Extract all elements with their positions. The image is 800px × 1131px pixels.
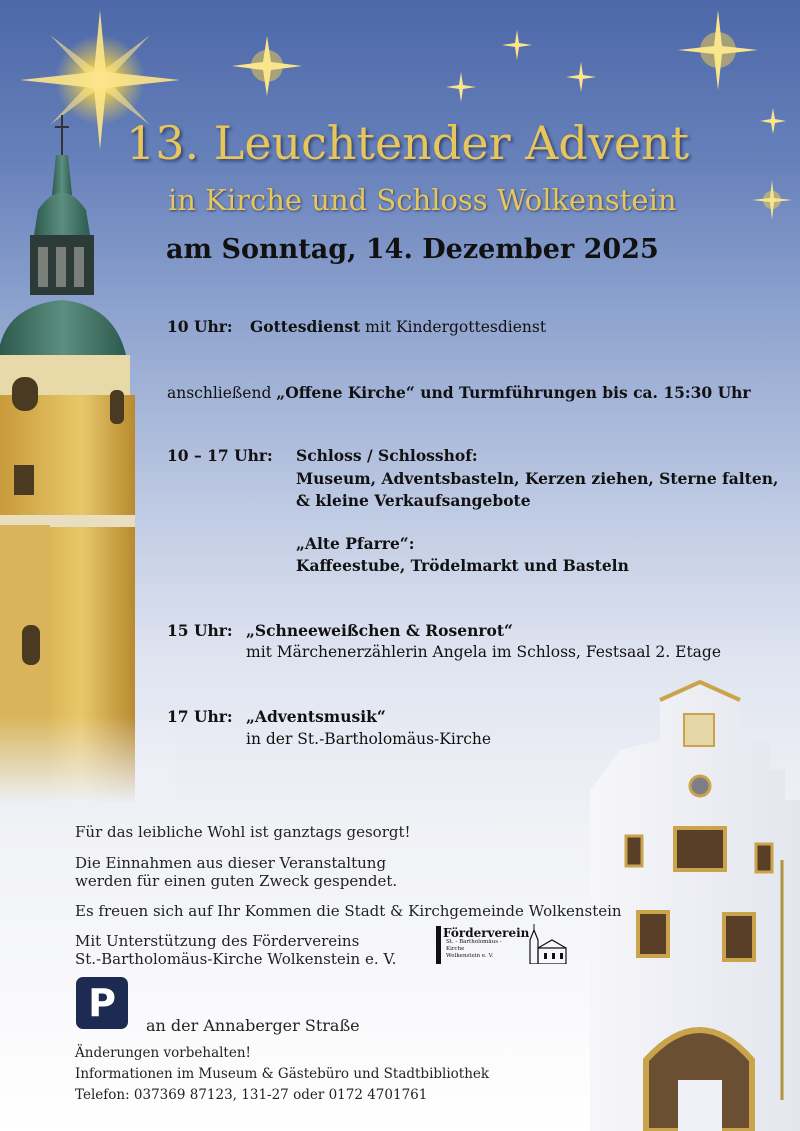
program-title-5: „Adventsmusik“ — [246, 707, 386, 726]
phone-note: Telefon: 037369 87123, 131-27 oder 0172 4701761 — [75, 1087, 428, 1103]
program-title-2: „Offene Kirche“ und Turmführungen bis ca. 15:30 Uhr — [276, 383, 751, 402]
star-icon — [502, 30, 532, 60]
star-icon — [760, 108, 786, 134]
church-logo-icon — [522, 924, 568, 964]
program-line-3d: „Alte Pfarre“: — [296, 534, 415, 553]
star-icon — [232, 36, 302, 96]
program-title-4: „Schneeweißchen & Rosenrot“ — [246, 621, 513, 640]
program-text-2 — [167, 383, 751, 402]
star-icon — [678, 10, 758, 90]
welcome-note: Es freuen sich auf Ihr Kommen die Stadt & Kirchgemeinde Wolkenstein — [75, 902, 622, 920]
program-time-5: 17 Uhr: — [167, 707, 233, 726]
program-time-3: 10 – 17 Uhr: — [167, 446, 273, 465]
foerderverein-logo — [436, 924, 570, 966]
parking-icon — [76, 977, 128, 1029]
program-detail-1: mit Kindergottesdienst — [360, 318, 547, 336]
program-line-3e: Kaffeestube, Trödelmarkt und Basteln — [296, 556, 629, 575]
donation-note-1: Die Einnahmen aus dieser Veranstaltung — [75, 854, 387, 872]
program-detail-4: mit Märchenerzählerin Angela im Schloss, Festsaal 2. Etage — [246, 643, 722, 661]
program-line-3c: & kleine Verkaufsangebote — [296, 491, 531, 510]
support-note-2: St.-Bartholomäus-Kirche Wolkenstein e. V. — [75, 950, 397, 968]
logo-line-2: Kirche — [446, 946, 465, 952]
parking-location: an der Annaberger Straße — [146, 1016, 360, 1035]
star-icon — [446, 72, 476, 102]
program-time-4: 15 Uhr: — [167, 621, 233, 640]
program-title-1: Gottesdienst — [250, 317, 361, 336]
logo-name: Förderverein — [443, 926, 530, 940]
support-note-1: Mit Unterstützung des Fördervereins — [75, 932, 360, 950]
event-title: 13. Leuchtender Advent — [126, 116, 690, 170]
event-date: am Sonntag, 14. Dezember 2025 — [166, 234, 659, 265]
logo-line-3: Wolkenstein e. V. — [446, 953, 494, 959]
program-time-1: 10 Uhr: — [167, 317, 233, 336]
program-text-1 — [250, 317, 546, 336]
program-prefix-2: anschließend — [167, 384, 277, 402]
event-subtitle: in Kirche und Schloss Wolkenstein — [168, 183, 677, 217]
church-tower-image — [0, 115, 175, 805]
star-icon — [566, 62, 596, 92]
program-line-3b: Museum, Adventsbasteln, Kerzen ziehen, Sterne falten, — [296, 469, 779, 488]
changes-note: Änderungen vorbehalten! — [75, 1045, 251, 1061]
program-line-3a: Schloss / Schlosshof: — [296, 446, 478, 465]
logo-bar — [436, 926, 441, 964]
program-detail-5: in der St.-Bartholomäus-Kirche — [246, 730, 492, 748]
parking-symbol: P — [88, 981, 116, 1025]
logo-line-1: St. - Bartholomäus - — [446, 939, 502, 945]
info-note: Informationen im Museum & Gästebüro und Stadtbibliothek — [75, 1066, 490, 1082]
star-icon — [752, 180, 792, 220]
food-note: Für das leibliche Wohl ist ganztags gesorgt! — [75, 823, 411, 841]
donation-note-2: werden für einen guten Zweck gespendet. — [75, 872, 398, 890]
